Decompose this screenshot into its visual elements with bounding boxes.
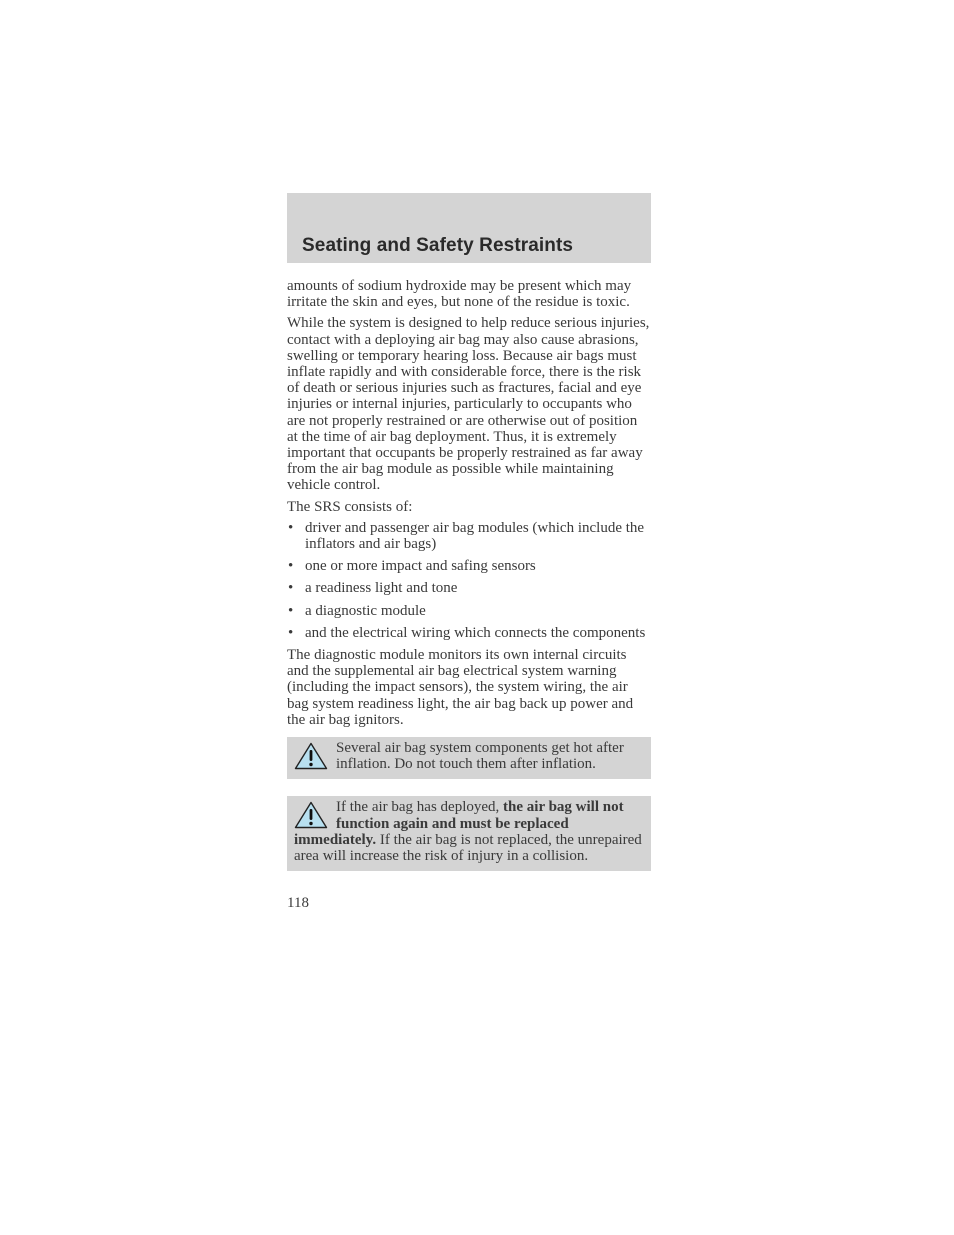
list-item: • a diagnostic module: [287, 603, 651, 619]
list-item: • a readiness light and tone: [287, 580, 651, 596]
section-header-band: [287, 193, 651, 263]
warning-text-lead: If the air bag has deployed,: [336, 799, 504, 816]
warning-triangle-icon: [294, 801, 328, 829]
body-text: [287, 263, 651, 912]
paragraph-srs-intro: The SRS consists of:: [287, 498, 413, 515]
page-column: [287, 193, 651, 912]
warning-box-deployed: [287, 796, 651, 871]
paragraph-diagnostic-module: The diagnostic module monitors its own internal circuits and the supplemental air bag electrical system warning (including the impact sensors), the system wiring, the air bag system readiness light, the air bag back up power and the air bag ignitors.: [287, 647, 634, 728]
section-title: Seating and Safety Restraints: [302, 235, 574, 256]
paragraph-residue: amounts of sodium hydroxide may be present which may irritate the skin and eyes, but none of the residue is toxic.: [287, 278, 632, 311]
warning-text: Several air bag system components get hot after inflation. Do not touch them after inflation.: [336, 740, 624, 773]
list-item: • driver and passenger air bag modules (which include the inflators and air bags): [287, 520, 651, 552]
srs-components-list: [287, 520, 651, 641]
list-item: • and the electrical wiring which connects the components: [287, 625, 651, 641]
warning-text-emphasis: the air bag will not function again and must be replaced immediately.: [294, 799, 624, 848]
paragraph-injuries: While the system is designed to help reduce serious injuries, contact with a deploying air bag may also cause abrasions, swelling or temporary hearing loss. Because air bags must inflate rapidly and with considerable force, there is the risk of death or serious injuries such as fractures, facial and eye injuries or internal injuries, particularly to occupants who are not properly restrained or are otherwise out of position at the time of air bag deployment. Thus, it is extremely important that occupants be properly restrained as far away from the air bag module as possible while maintaining vehicle control.: [287, 315, 650, 494]
page-number: 118: [287, 895, 309, 912]
warning-triangle-icon: [294, 742, 328, 770]
warning-box-hot-components: [287, 737, 651, 779]
warning-text-tail: If the air bag is not replaced, the unrepaired area will increase the risk of injury in a collision.: [294, 831, 642, 865]
list-item: • one or more impact and safing sensors: [287, 558, 651, 574]
